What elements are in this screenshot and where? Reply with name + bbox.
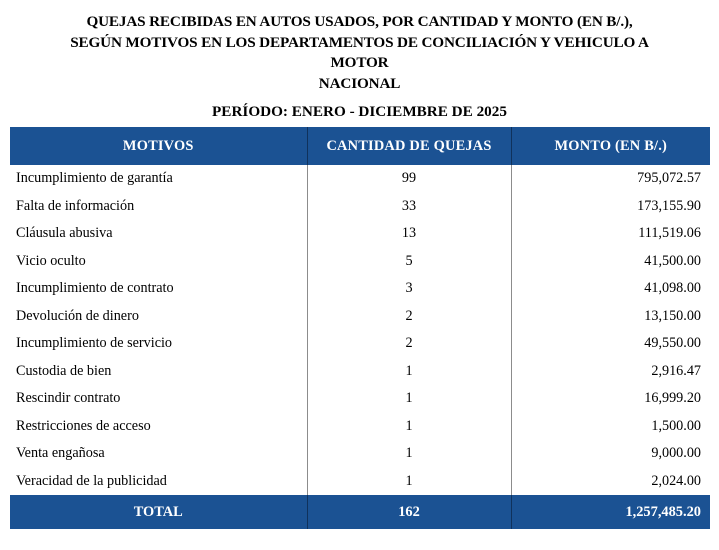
column-header-motivos: MOTIVOS: [10, 127, 307, 165]
report-title-block: [0, 0, 719, 122]
cell-cantidad: 5: [307, 248, 511, 276]
cell-monto: 13,150.00: [511, 303, 710, 331]
table-row: [10, 330, 710, 358]
cell-cantidad: 2: [307, 330, 511, 358]
cell-monto: 16,999.20: [511, 385, 710, 413]
cell-motivo: Restricciones de acceso: [10, 413, 307, 441]
table-row: [10, 358, 710, 386]
cell-motivo: Incumplimiento de servicio: [10, 330, 307, 358]
cell-cantidad: 1: [307, 385, 511, 413]
cell-monto: 41,500.00: [511, 248, 710, 276]
cell-motivo: Devolución de dinero: [10, 303, 307, 331]
cell-motivo: Rescindir contrato: [10, 385, 307, 413]
cell-cantidad: 99: [307, 165, 511, 193]
table-row: [10, 303, 710, 331]
table-row: [10, 275, 710, 303]
cell-monto: 49,550.00: [511, 330, 710, 358]
total-label: TOTAL: [10, 495, 307, 529]
report-title-line-1: QUEJAS RECIBIDAS EN AUTOS USADOS, POR CANTIDAD Y MONTO (EN B/.),: [86, 13, 633, 30]
cell-cantidad: 1: [307, 440, 511, 468]
total-cantidad: 162: [307, 495, 511, 529]
cell-monto: 41,098.00: [511, 275, 710, 303]
column-header-cantidad: CANTIDAD DE QUEJAS: [307, 127, 511, 165]
cell-cantidad: 1: [307, 358, 511, 386]
report-period: PERÍODO: ENERO - DICIEMBRE DE 2025: [212, 103, 507, 120]
cell-motivo: Incumplimiento de garantía: [10, 165, 307, 193]
table-row: [10, 165, 710, 193]
cell-cantidad: 33: [307, 193, 511, 221]
cell-monto: 2,024.00: [511, 468, 710, 496]
cell-cantidad: 1: [307, 413, 511, 441]
cell-cantidad: 3: [307, 275, 511, 303]
cell-motivo: Cláusula abusiva: [10, 220, 307, 248]
table-body: [10, 165, 710, 495]
cell-motivo: Venta engañosa: [10, 440, 307, 468]
cell-cantidad: 2: [307, 303, 511, 331]
table-row: [10, 468, 710, 496]
table-row: [10, 193, 710, 221]
cell-monto: 1,500.00: [511, 413, 710, 441]
table-header: [10, 127, 710, 165]
cell-cantidad: 13: [307, 220, 511, 248]
table-header-row: [10, 127, 710, 165]
cell-motivo: Custodia de bien: [10, 358, 307, 386]
table-row: [10, 220, 710, 248]
table-row: [10, 440, 710, 468]
table-row: [10, 248, 710, 276]
report-title-line-2: SEGÚN MOTIVOS EN LOS DEPARTAMENTOS DE CONCILIACIÓN Y VEHICULO A MOTOR: [70, 33, 649, 71]
report-title-line-3: NACIONAL: [318, 74, 401, 92]
complaints-table-container: [10, 127, 710, 529]
cell-monto: 173,155.90: [511, 193, 710, 221]
total-row: [10, 495, 710, 529]
total-monto: 1,257,485.20: [511, 495, 710, 529]
cell-motivo: Veracidad de la publicidad: [10, 468, 307, 496]
table-row: [10, 385, 710, 413]
cell-monto: 111,519.06: [511, 220, 710, 248]
cell-monto: 2,916.47: [511, 358, 710, 386]
table-row: [10, 413, 710, 441]
cell-motivo: Falta de información: [10, 193, 307, 221]
cell-cantidad: 1: [307, 468, 511, 496]
cell-motivo: Vicio oculto: [10, 248, 307, 276]
cell-monto: 795,072.57: [511, 165, 710, 193]
table-footer: [10, 495, 710, 529]
complaints-table: [10, 127, 710, 529]
column-header-monto: MONTO (EN B/.): [511, 127, 710, 165]
cell-motivo: Incumplimiento de contrato: [10, 275, 307, 303]
cell-monto: 9,000.00: [511, 440, 710, 468]
